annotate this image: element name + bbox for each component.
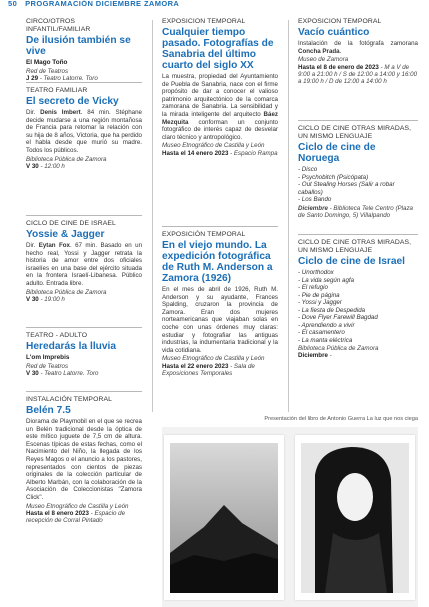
event-date-bold: Hasta el 14 enero 2023 <box>162 149 229 157</box>
event-date <box>298 64 418 86</box>
event-vacio-cuantico <box>298 18 418 120</box>
event-date <box>26 370 142 377</box>
list-item: - Out Stealing Horses (Salir a robar caballos) <box>298 181 395 196</box>
event-description: En el mes de abril de 1926, Ruth M. Anderson y su ayudante, Frances Spalding, cruzaron la provincia de Zamora. Eran dos mujeres norteamericanas que viajaban solas en coche con unas órdenes muy claras: estudiar y fotografiar las antiguas industrias, la indumentaria tradicional y la vida cotidiana. <box>162 286 278 354</box>
event-category: EXPOSICIÓN TEMPORAL <box>162 18 246 25</box>
event-title: Ciclo de cine de Israel <box>298 256 406 267</box>
event-category: TEATRO FAMILIAR <box>26 87 88 94</box>
event-viejo-mundo <box>162 226 278 402</box>
event-date <box>162 363 278 378</box>
event-cualquier-tiempo <box>162 18 278 226</box>
event-date <box>26 296 142 303</box>
event-title: De ilusión también se vive <box>26 35 131 57</box>
event-date-rest: - Espacio de recepción de Corral Pintado <box>26 509 126 525</box>
column-divider <box>152 20 153 412</box>
list-item: - Psychobitch (Psicópata) <box>298 173 369 181</box>
event-description-pre: Instalación de la fotógrafa zamorana <box>298 40 418 47</box>
section-title: PROGRAMACIÓN DICIEMBRE ZAMORA <box>25 0 180 8</box>
event-description: Diorama de Playmobil en el que se recrea un Belén tradicional desde la óptica de este mítico juguete de 7,5 cm de altura. Escenas típicas de estas fechas, como el Nacimiento del Niño, la llegada de los Reyes Magos o el anuncio a los pastores, representados con cientos de piezas originales de la colección particular de Alberto Marbán, con la colaboración de la Asociación de Coleccionistas "Zamora Click". <box>26 418 142 501</box>
event-description-pre: Dir. <box>26 242 39 249</box>
event-venue: Museo Etnográfico de Castilla y León <box>26 502 129 510</box>
event-category: INSTALACIÓN TEMPORAL <box>26 396 112 403</box>
photo-portrait <box>295 435 415 600</box>
event-heredaras-lluvia <box>26 327 142 391</box>
list-item: - Unorthodox <box>298 269 334 276</box>
event-venue: Biblioteca Pública de Zamora <box>26 288 107 296</box>
event-date-rest: - Espacio Rampa <box>228 149 278 157</box>
event-date-bold: V 30 <box>26 370 39 377</box>
list-item: - La vida según agfa <box>298 276 355 284</box>
event-photographer: Concha Prada <box>298 47 340 55</box>
event-venue: Biblioteca Pública de Zamora <box>298 345 379 352</box>
event-cine-noruega <box>298 120 418 234</box>
page-number: 50 <box>8 0 18 8</box>
event-title: Yossie & Jagger <box>26 229 105 240</box>
event-date <box>26 163 142 170</box>
event-title: El secreto de Vicky <box>26 96 119 107</box>
event-title: En el viejo mundo. La expedición fotográfica de Ruth M. Anderson a Zamora (1926) <box>162 240 273 284</box>
list-item: - Aprendiendo a vivir <box>298 321 355 329</box>
event-date <box>162 150 278 157</box>
column-divider <box>288 20 289 412</box>
event-category: TEATRO - ADULTO <box>26 332 88 339</box>
event-description <box>162 73 278 141</box>
event-ilusion <box>26 18 142 82</box>
event-organizer: El Mago Toño <box>26 59 68 66</box>
event-category: CICLO DE CINE DE ISRAEL <box>26 220 116 227</box>
list-item: - Yossi y Jagger <box>298 299 342 306</box>
event-title: Vacío cuántico <box>298 27 370 38</box>
event-category: EXPOSICIÓN TEMPORAL <box>162 231 246 238</box>
event-category: CICLO DE CINE OTRAS MIRADAS, UN MISMO LENGUAJE <box>298 239 412 254</box>
event-date-bold: Diciembre <box>298 352 328 360</box>
event-venue <box>298 205 418 220</box>
event-director: Denis Imbert <box>40 109 81 116</box>
event-yossie-jagger <box>26 215 142 327</box>
list-item: - El refugio <box>298 284 328 291</box>
list-item: - Disco <box>298 166 318 173</box>
event-date <box>26 510 142 525</box>
list-item: - La fiesta de Despedida <box>298 306 366 314</box>
event-title: Belén 7.5 <box>26 405 71 416</box>
event-venue: Biblioteca Pública de Zamora <box>26 155 107 163</box>
event-date-bold: V 30 <box>26 295 39 303</box>
event-venue: Museo de Zamora <box>298 56 349 64</box>
mountain-photo-image <box>164 435 284 600</box>
event-date <box>26 75 142 82</box>
photo-spread <box>162 427 418 607</box>
event-venue: Museo Etnográfico de Castilla y León <box>162 355 265 363</box>
column-1 <box>26 18 142 603</box>
event-description <box>298 40 418 55</box>
event-date-bold: Hasta el 8 de enero de 2023 <box>298 63 379 71</box>
column-2 <box>162 18 278 402</box>
film-list <box>298 166 418 204</box>
event-category: EXPOSICIÓN TEMPORAL <box>298 18 382 25</box>
event-photographer: Báez Mezquita <box>162 110 278 126</box>
event-date-bold: Hasta el 22 enero 2023 <box>162 362 229 370</box>
event-description <box>26 242 142 288</box>
event-cine-israel <box>298 234 418 410</box>
event-description-text: conforman un conjunto fotográfico de interés capaz de desvelar claro técnico y antropológico. <box>162 118 278 141</box>
event-secreto-vicky <box>26 82 142 215</box>
event-title: Ciclo de cine de Noruega <box>298 142 376 164</box>
event-date-rest: - Sala de Exposiciones Temporales <box>162 362 255 378</box>
photo-caption: Presentación del libro de Antonio Guerra La luz que nos ciega <box>264 416 418 422</box>
event-category: CICLO DE CINE OTRAS MIRADAS, UN MISMO LENGUAJE <box>298 125 412 140</box>
film-list <box>298 269 418 344</box>
event-date-rest: - <box>327 352 332 360</box>
event-description-text: . 67 min. Basado en un hecho real, Yossi y Jagger retrata la historia de amor entre dos oficiales israelíes en una base del ejército situada en la frontera Israelí-Libanesa. Público adulto. Entrada libre. <box>26 242 142 287</box>
photo-mountain <box>164 435 284 600</box>
event-venue: Red de Teatros <box>26 67 69 75</box>
portrait-photo-image <box>295 435 415 600</box>
event-description-pre: La muestra, propiedad del Ayuntamiento de Puebla de Sanabria, nace con el firme propósito de dar a conocer el valioso patrimonio arquitectónico de la comarca zamorana de Sanabria. La sensibilidad y la mirada inteligente del arquitecto <box>162 73 278 118</box>
event-belen <box>26 391 142 603</box>
event-venue: Museo Etnográfico de Castilla y León <box>162 142 265 150</box>
event-date-rest: - 19:00 h <box>38 295 65 303</box>
event-description <box>26 109 142 155</box>
event-title: Heredarás la lluvia <box>26 341 117 352</box>
event-date-bold: Hasta el 8 enero 2023 <box>26 509 89 517</box>
column-3 <box>298 18 418 410</box>
event-director: Eytan Fox <box>38 242 70 249</box>
event-description-text: . <box>339 47 342 55</box>
list-item: - Dove Flyer Farewill Bagdad <box>298 314 378 321</box>
list-item: - Pie de página <box>298 291 340 299</box>
event-title: Cualquier tiempo pasado. Fotografías de Sanabria del último cuarto del siglo XX <box>162 27 274 71</box>
event-category: INFANTIL/FAMILIAR <box>26 26 91 33</box>
list-item: - La manta eléctrica <box>298 336 353 344</box>
event-date-rest: - Teatro Latorre. Toro <box>38 370 99 377</box>
event-organizer: L'om Imprebis <box>26 354 70 361</box>
list-item: - El casamentero <box>298 329 345 336</box>
event-date-rest: - M a V de 9:00 a 21:00 h / S de 12:00 a 14:00 y 16:00 a 19:00 h / D de 12:00 a 14:00 h <box>298 63 418 86</box>
event-date-bold: V 30 <box>26 162 39 170</box>
event-date-rest: - Teatro Latorre. Toro <box>38 75 98 82</box>
event-date-rest: - 12:00 h <box>38 162 65 170</box>
event-date <box>298 352 418 359</box>
event-description-pre: Dir. <box>26 109 41 116</box>
page-header <box>0 0 429 8</box>
event-description-text: . 84 min. Stéphane decide mudarse a una región montañosa de Francia para retomar la relación con su hija de 8 años, Victoria, que ha perdido el habla desde que murió su madre. Todos los públicos. <box>26 109 142 154</box>
event-venue: Red de Teatros <box>26 362 69 370</box>
event-date-bold: Diciembre <box>298 204 328 212</box>
list-item: - Los Bando <box>298 196 332 203</box>
event-date-bold: J 29 <box>26 75 39 82</box>
event-category: CIRCO/OTROS <box>26 18 76 25</box>
event-venue-text: - Biblioteca Tele Centro (Plaza de Santo Domingo, 5) Villalpando <box>298 204 413 219</box>
